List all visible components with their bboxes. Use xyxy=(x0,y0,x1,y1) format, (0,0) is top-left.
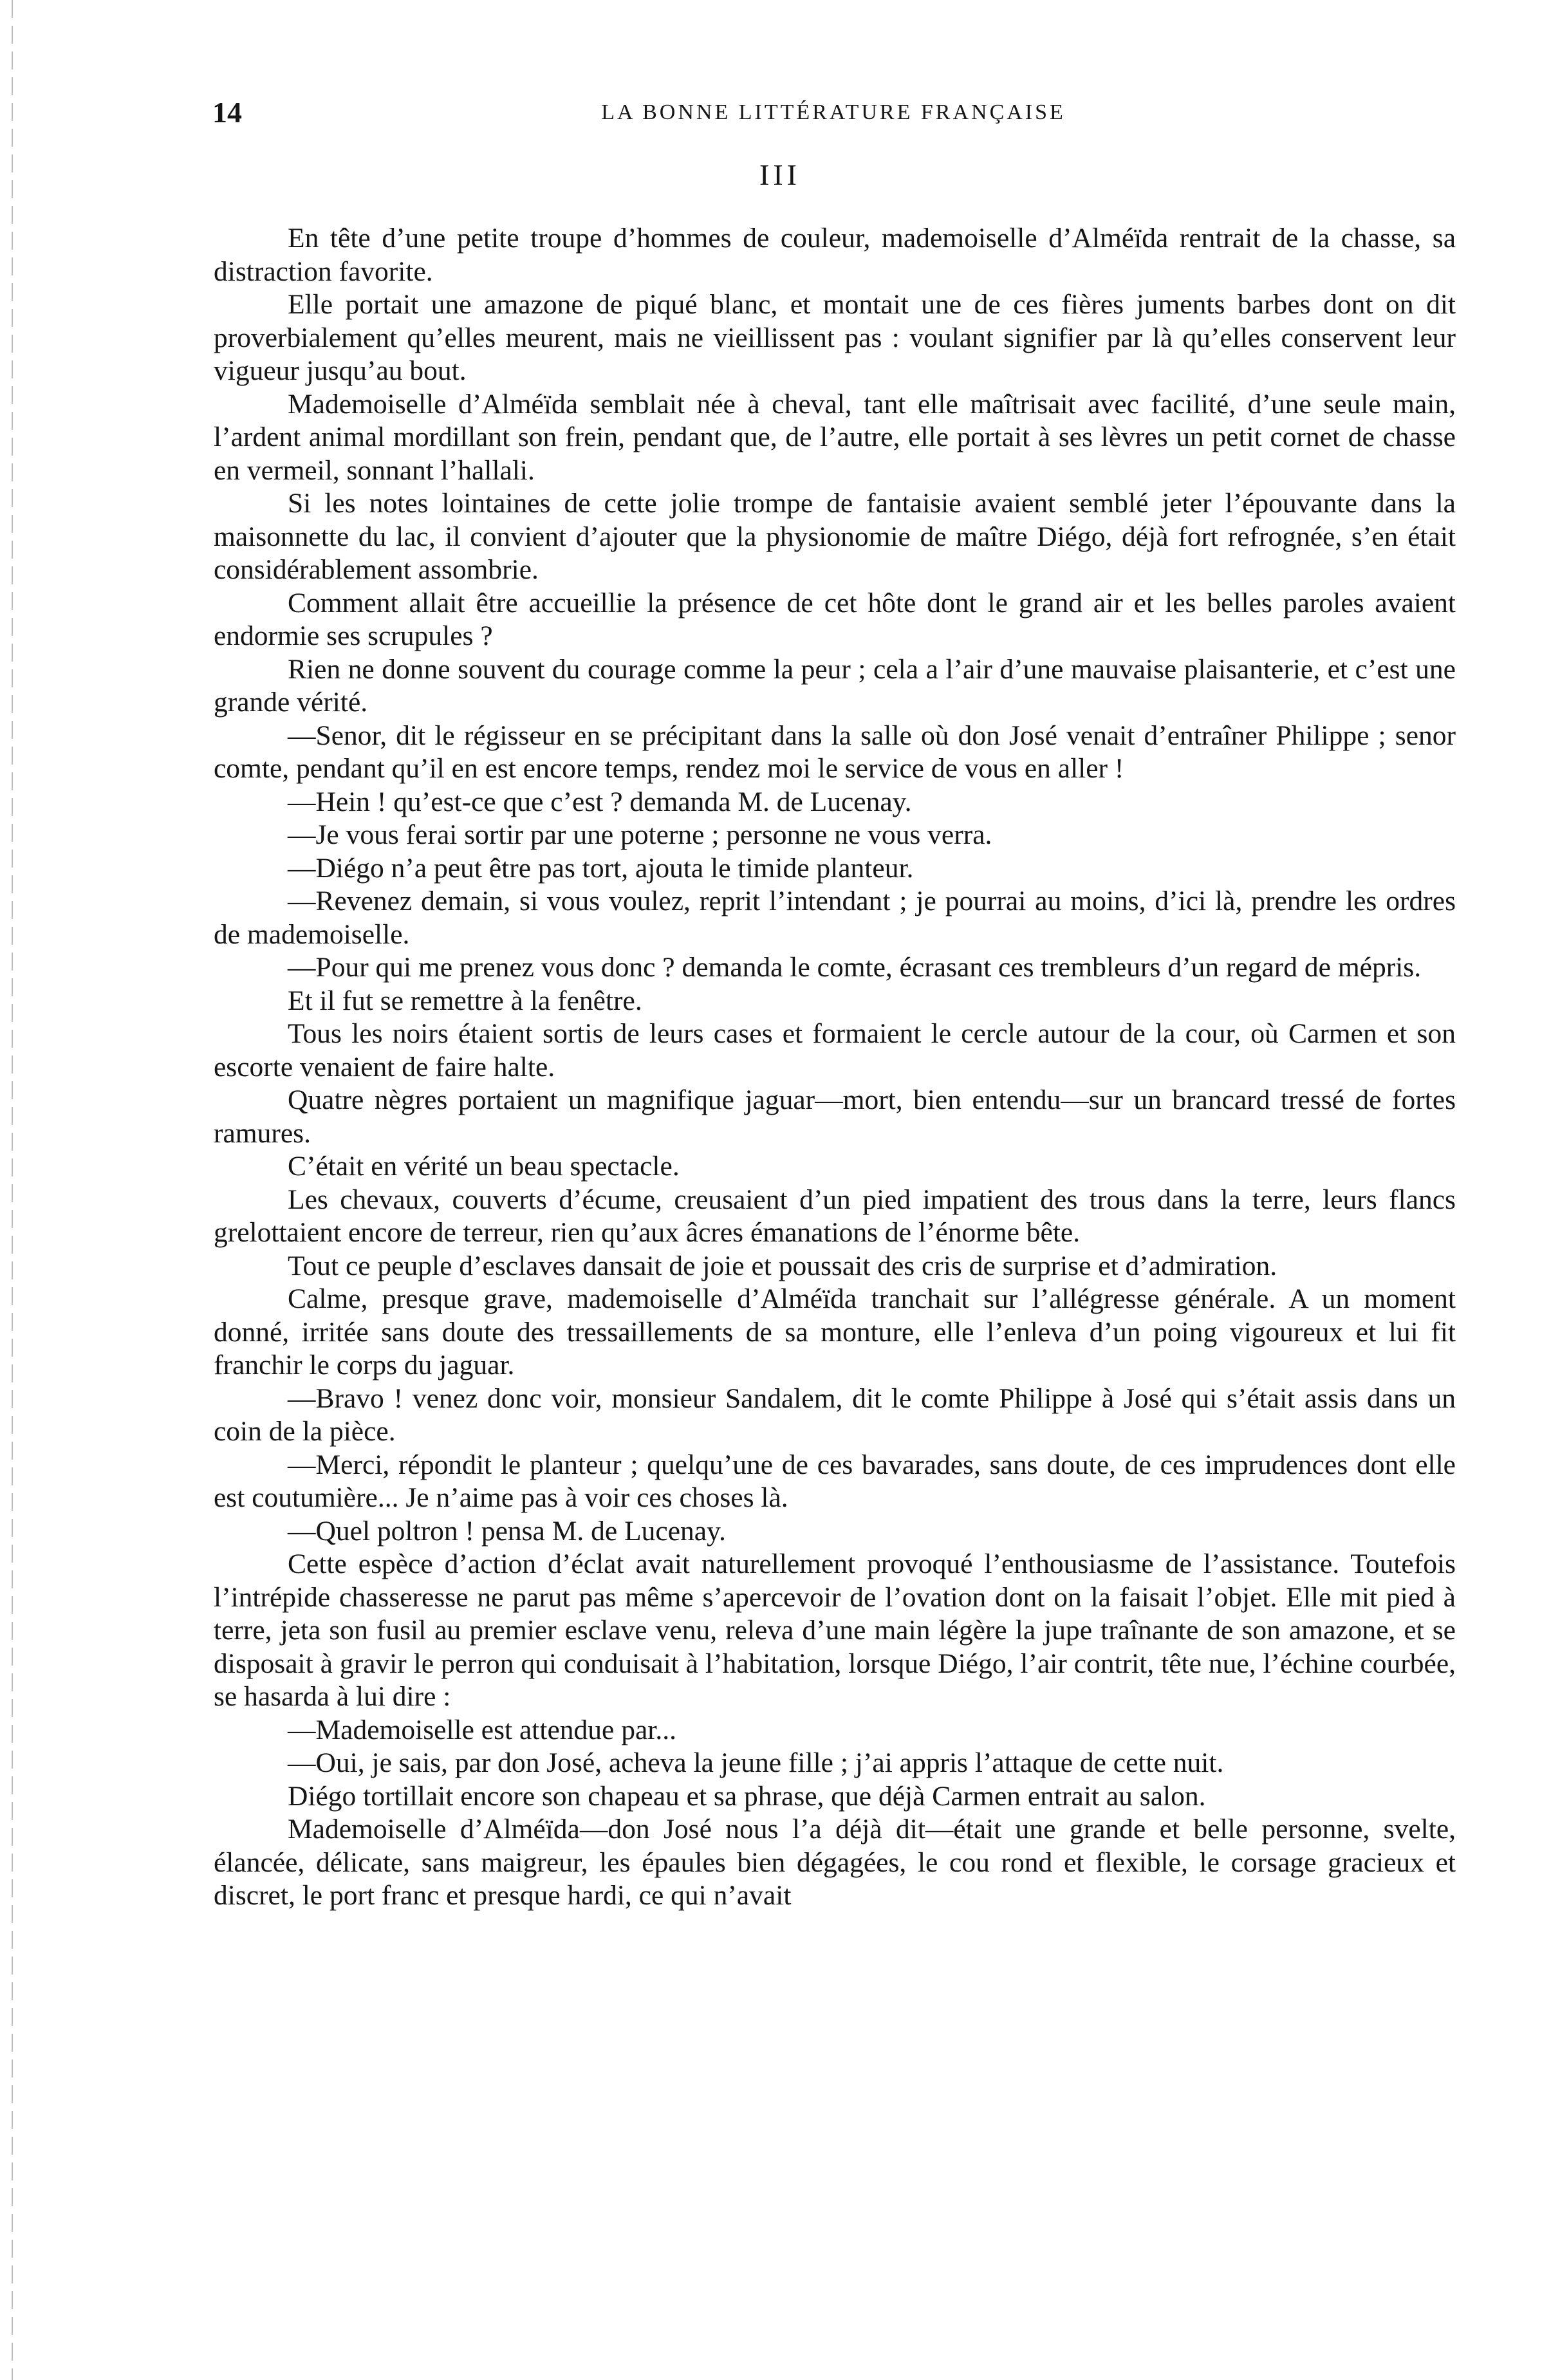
paragraph: C’était en vérité un beau spectacle. xyxy=(288,1151,680,1182)
page-header xyxy=(212,95,1454,140)
paragraph: Rien ne donne souvent du courage comme la peur ; cela a l’air d’une mauvaise plaisanterie, et c’est une grande vérité. xyxy=(214,653,1456,718)
paragraph: —Pour qui me prenez vous donc ? demanda le comte, écrasant ces trembleurs d’un regard de mépris. xyxy=(288,952,1422,983)
paragraph: Si les notes lointaines de cette jolie trompe de fantaisie avaient semblé jeter l’épouvante dans la maisonnette du lac, il convient d’ajouter que la physionomie de maître Diégo, déjà fort refrognée, s’en était considérablement assombrie. xyxy=(214,488,1456,585)
paragraph: —Mademoiselle est attendue par... xyxy=(288,1714,676,1745)
paragraph: —Quel poltron ! pensa M. de Lucenay. xyxy=(288,1515,726,1547)
paragraph: Comment allait être accueillie la présence de cet hôte dont le grand air et les belles paroles avaient endormie ses scrupules ? xyxy=(214,587,1456,651)
paragraph: —Je vous ferai sortir par une poterne ; personne ne vous verra. xyxy=(288,819,992,850)
paragraph: Les chevaux, couverts d’écume, creusaient d’un pied impatient des trous dans la terre, leurs flancs grelottaient encore de terreur, rien qu’aux âcres émanations de l’énorme bête. xyxy=(214,1184,1456,1248)
paragraph: Calme, presque grave, mademoiselle d’Alméïda tranchait sur l’allégresse générale. A un moment donné, irritée sans doute des tressaillements de sa monture, elle l’enleva d’un poing vigoureux et lui fit franchir le corps du jaguar. xyxy=(214,1283,1456,1381)
paragraph: Et il fut se remettre à la fenêtre. xyxy=(288,985,642,1016)
page-number: 14 xyxy=(212,96,242,129)
paragraph: —Oui, je sais, par don José, acheva la jeune fille ; j’ai appris l’attaque de cette nuit. xyxy=(288,1747,1224,1778)
paragraph: —Diégo n’a peut être pas tort, ajouta le timide planteur. xyxy=(288,852,914,884)
page-edge-shadow xyxy=(12,0,13,2380)
paragraph: Diégo tortillait encore son chapeau et sa phrase, que déjà Carmen entrait au salon. xyxy=(288,1780,1206,1812)
paragraph: —Merci, répondit le planteur ; quelqu’une de ces bavarades, sans doute, de ces imprudences dont elle est coutumière... Je n’aime pas à voir ces choses là. xyxy=(214,1449,1456,1513)
chapter-number: III xyxy=(759,158,801,191)
paragraph: Elle portait une amazone de piqué blanc, et montait une de ces fières juments barbes dont on dit proverbialement qu’elles meurent, mais ne vieillissent pas : voulant signifier par là qu’elles conservent leur vigueur jusqu’au bout. xyxy=(214,289,1456,386)
paragraph: Cette espèce d’action d’éclat avait naturellement provoqué l’enthousiasme de l’assistance. Toutefois l’intrépide chasseresse ne parut pas même s’apercevoir de l’ovation dont on la faisait l’objet. Elle mit pied à terre, jeta son fusil au premier esclave venu, releva d’une main légère la jupe traînante de son amazone, et se disposait à gravir le perron qui conduisait à l’habitation, lorsque Diégo, l’air contrit, tête nue, l’échine courbée, se hasarda à lui dire : xyxy=(214,1548,1456,1712)
paragraph: En tête d’une petite troupe d’hommes de couleur, mademoiselle d’Alméïda rentrait de la chasse, sa distraction favorite. xyxy=(214,223,1456,287)
paragraph: Mademoiselle d’Alméïda—don José nous l’a déjà dit—était une grande et belle personne, svelte, élancée, délicate, sans maigreur, les épaules bien dégagées, le cou rond et flexible, le corsage gracieux et discret, le port franc et presque hardi, ce qui n’avait xyxy=(214,1814,1456,1911)
paragraph: Tout ce peuple d’esclaves dansait de joie et poussait des cris de surprise et d’admiration. xyxy=(288,1250,1277,1281)
paragraph: Mademoiselle d’Alméïda semblait née à cheval, tant elle maîtrisait avec facilité, d’une seule main, l’ardent animal mordillant son frein, pendant que, de l’autre, elle portait à ses lèvres un petit cornet de chasse en vermeil, sonnant l’hallali. xyxy=(214,388,1456,486)
paragraph: Quatre nègres portaient un magnifique jaguar—mort, bien entendu—sur un brancard tressé de fortes ramures. xyxy=(214,1084,1456,1149)
paragraph: Tous les noirs étaient sortis de leurs cases et formaient le cercle autour de la cour, où Carmen et son escorte venaient de faire halte. xyxy=(214,1018,1456,1083)
paragraph: —Senor, dit le régisseur en se précipitant dans la salle où don José venait d’entraîner Philippe ; senor comte, pendant qu’il en est encore temps, rendez moi le service de vous en aller ! xyxy=(214,720,1456,784)
paragraph: —Revenez demain, si vous voulez, reprit l’intendant ; je pourrai au moins, d’ici là, prendre les ordres de mademoiselle. xyxy=(214,886,1456,950)
running-title: LA BONNE LITTÉRATURE FRANÇAISE xyxy=(601,100,1066,124)
paragraph: —Bravo ! venez donc voir, monsieur Sandalem, dit le comte Philippe à José qui s’était assis dans un coin de la pièce. xyxy=(214,1382,1456,1447)
body-text xyxy=(214,222,1456,1913)
paragraph: —Hein ! qu’est-ce que c’est ? demanda M. de Lucenay. xyxy=(288,786,912,817)
